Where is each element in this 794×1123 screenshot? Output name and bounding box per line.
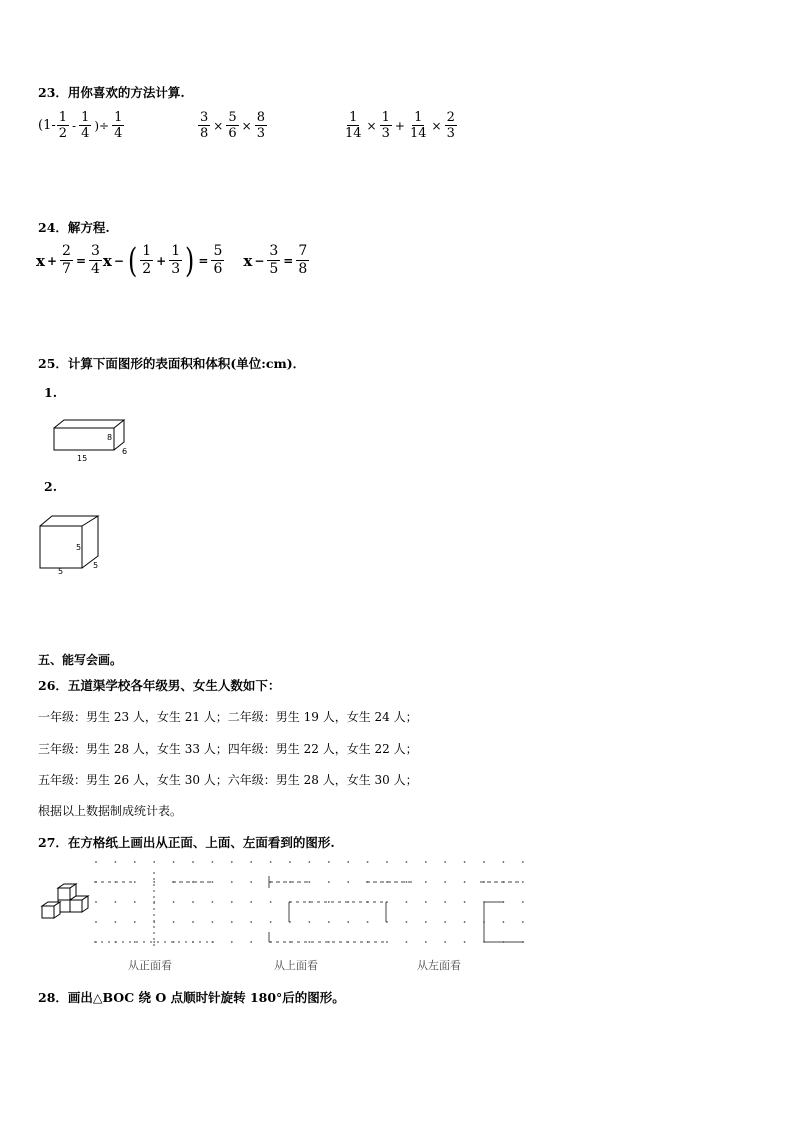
grid-dot <box>153 881 155 883</box>
grid-dot <box>250 861 252 863</box>
fraction: $\frac{1}{2}$ <box>142 243 152 277</box>
fraction: $\frac{3}{4}$ <box>91 243 100 277</box>
section-5-title: 五、能写会画。 <box>38 653 123 667</box>
fraction: $\frac{8}{3}$ <box>256 110 265 141</box>
q26-line-4: 根据以上数据制成统计表。 <box>38 804 183 818</box>
grid-dot <box>134 921 136 923</box>
grid-dot <box>406 901 408 903</box>
grid-dot <box>386 861 388 863</box>
grid-dot <box>464 901 466 903</box>
fraction: $\frac{7}{8}$ <box>298 243 308 277</box>
grid-dot <box>231 881 233 883</box>
fraction: $\frac{1}{2}$ <box>58 110 68 141</box>
q23-title: 23．用你喜欢的方法计算. <box>38 85 185 100</box>
grid-dot <box>192 861 194 863</box>
grid-dot <box>425 861 427 863</box>
fraction: $\frac{1}{3}$ <box>171 243 181 277</box>
grid-dot <box>464 921 466 923</box>
fraction: $\frac{1}{14}$ <box>409 110 427 141</box>
grid-dot <box>231 941 233 943</box>
grid-dot <box>134 861 136 863</box>
grid-dot <box>231 921 233 923</box>
width-label: 5 <box>93 561 99 570</box>
grid-dot <box>444 881 446 883</box>
cuboid-figure <box>50 418 140 466</box>
grid-dot <box>134 941 136 943</box>
view-label-top: 从上面看 <box>274 959 318 972</box>
grid-dot <box>386 941 388 943</box>
grid-dot <box>231 861 233 863</box>
fraction: $\frac{1}{4}$ <box>114 110 123 141</box>
fraction: $\frac{1}{3}$ <box>381 110 390 141</box>
grid-dot <box>425 881 427 883</box>
grid-dot <box>347 921 349 923</box>
grid-dot <box>406 861 408 863</box>
grid-dot <box>425 901 427 903</box>
q25-item-2-label: 2. <box>44 479 58 494</box>
grid-dot <box>270 861 272 863</box>
grid-dot <box>173 921 175 923</box>
grid-dot <box>115 921 117 923</box>
view-label-left: 从左面看 <box>417 959 461 972</box>
grid-dot <box>173 861 175 863</box>
fraction: $\frac{5}{6}$ <box>228 110 237 141</box>
grid-dot <box>406 921 408 923</box>
grid-dot <box>289 861 291 863</box>
grid-dot <box>522 881 524 883</box>
grid-dot <box>464 881 466 883</box>
grid-dot <box>464 861 466 863</box>
grid-dot <box>464 941 466 943</box>
grid-dot <box>309 881 311 883</box>
grid-dot <box>522 861 524 863</box>
grid-dot <box>522 921 524 923</box>
grid-dot <box>153 861 155 863</box>
grid-dot <box>95 861 97 863</box>
grid-dot <box>231 901 233 903</box>
cube-stack-figure <box>40 884 94 922</box>
fraction: $\frac{3}{8}$ <box>200 110 209 141</box>
fraction: $\frac{1}{14}$ <box>345 110 362 141</box>
grid-dot <box>192 901 194 903</box>
grid-dot <box>134 881 136 883</box>
q24-equation-1: x + $\frac{2}{7}$ = $\frac{3}{4}$ x − ( $\frac{1}{2}$ + $\frac{1}{3}$ ) = $\frac{5}{6}$ x − $\frac{3}{5}$ = $\frac{7}{8}$ <box>36 240 308 281</box>
q26-line-1: 一年级：男生 23 人，女生 21 人；二年级：男生 19 人，女生 24 人； <box>38 710 418 724</box>
grid-dot <box>406 941 408 943</box>
q26-line-3: 五年级：男生 26 人，女生 30 人；六年级：男生 28 人，女生 30 人； <box>38 773 418 787</box>
grid-dot <box>503 861 505 863</box>
grid-dot <box>153 941 155 943</box>
grid-dot <box>115 901 117 903</box>
fraction: $\frac{3}{5}$ <box>269 243 279 277</box>
grid-dot <box>212 921 214 923</box>
grid-dot <box>367 861 369 863</box>
grid-dot <box>444 861 446 863</box>
grid-dot <box>309 861 311 863</box>
grid-dot <box>212 881 214 883</box>
grid-dot <box>192 921 194 923</box>
grid-dot <box>250 901 252 903</box>
q25-title: 25．计算下面图形的表面积和体积(单位:cm)． <box>38 356 306 371</box>
grid-dot <box>173 901 175 903</box>
grid-dot <box>367 921 369 923</box>
length-label: 15 <box>77 454 88 463</box>
grid-dot <box>328 901 330 903</box>
fraction: $\frac{1}{4}$ <box>81 110 90 141</box>
q23-expression-1: (1- $\frac{1}{2}$ - $\frac{1}{4}$ )÷ $\frac{1}{4}$ <box>38 110 123 141</box>
grid-dot <box>444 901 446 903</box>
grid-dot <box>270 921 272 923</box>
grid-dot <box>270 901 272 903</box>
q24-title: 24．解方程. <box>38 220 110 235</box>
grid-dot <box>95 921 97 923</box>
grid-dot <box>425 921 427 923</box>
grid-dot <box>483 861 485 863</box>
grid-dot <box>347 861 349 863</box>
cube-figure <box>36 514 106 576</box>
open-paren: (1- <box>38 118 56 133</box>
q26-line-2: 三年级：男生 28 人，女生 33 人；四年级：男生 22 人，女生 22 人； <box>38 742 418 756</box>
grid-dot <box>444 941 446 943</box>
grid-dot <box>134 901 136 903</box>
grid-dot <box>250 921 252 923</box>
grid-dot <box>522 901 524 903</box>
grid-dot <box>328 881 330 883</box>
grid-dot <box>328 921 330 923</box>
grid-dot <box>115 861 117 863</box>
height-label: 5 <box>76 543 82 552</box>
q26-title: 26．五道渠学校各年级男、女生人数如下： <box>38 678 281 693</box>
grid-dot <box>309 941 311 943</box>
grid-dot <box>95 901 97 903</box>
q23-expression-2: $\frac{3}{8}$ × $\frac{5}{6}$ × $\frac{8}{3}$ <box>200 110 265 141</box>
grid-dot <box>212 901 214 903</box>
grid-dot <box>425 941 427 943</box>
grid-dot <box>503 921 505 923</box>
dot-grid-paper <box>94 858 526 950</box>
width-label: 6 <box>122 447 128 456</box>
grid-dot <box>328 861 330 863</box>
grid-dot <box>250 941 252 943</box>
fraction: $\frac{5}{6}$ <box>213 243 223 277</box>
grid-dot <box>328 941 330 943</box>
length-label: 5 <box>58 567 64 576</box>
grid-dot <box>406 881 408 883</box>
q27-title: 27．在方格纸上画出从正面、上面、左面看到的图形. <box>38 835 335 850</box>
grid-dot <box>347 881 349 883</box>
view-label-front: 从正面看 <box>128 959 172 972</box>
fraction: $\frac{2}{3}$ <box>446 110 455 141</box>
q28-title: 28．画出△BOC 绕 O 点顺时针旋转 180°后的图形。 <box>38 990 345 1005</box>
q23-expression-3: $\frac{1}{14}$ × $\frac{1}{3}$ + $\frac{1}{14}$ × $\frac{2}{3}$ <box>345 110 455 141</box>
grid-dot <box>444 921 446 923</box>
fraction: $\frac{2}{7}$ <box>62 243 71 277</box>
q25-item-1-label: 1. <box>44 385 58 400</box>
grid-dot <box>309 921 311 923</box>
grid-dot <box>250 881 252 883</box>
grid-dot <box>212 861 214 863</box>
height-label: 8 <box>107 433 113 442</box>
